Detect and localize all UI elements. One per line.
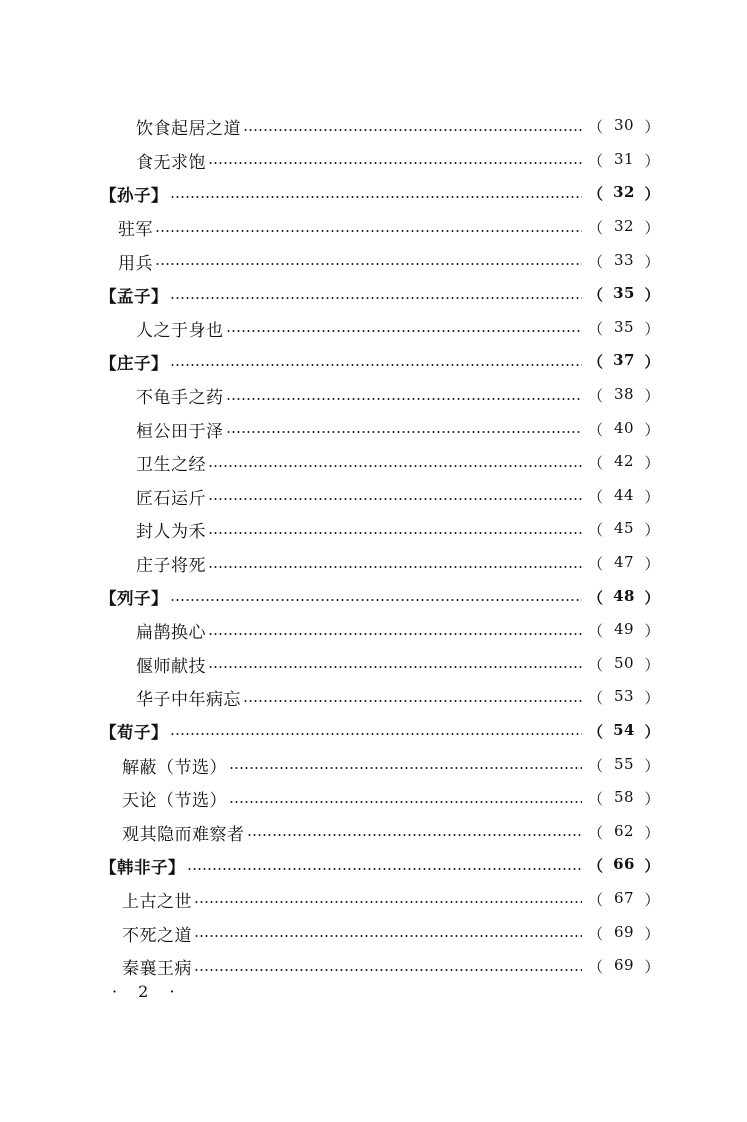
dot-leader: [208, 665, 582, 669]
open-paren: （: [588, 487, 604, 506]
open-paren: （: [588, 655, 604, 674]
toc-entry-title: 【孙子】: [100, 185, 168, 205]
toc-entry-title: 人之于身也: [136, 320, 224, 341]
dot-leader: [208, 531, 582, 535]
open-paren: （: [588, 857, 604, 876]
toc-entry-title: 不死之道: [122, 925, 192, 946]
close-paren: ）: [644, 689, 660, 708]
close-paren: ）: [644, 219, 660, 238]
toc-page-reference: [588, 284, 660, 305]
close-paren: ）: [644, 252, 660, 271]
toc-page-reference: [588, 587, 660, 608]
toc-entry-title: 卫生之经: [136, 455, 206, 476]
open-paren: （: [588, 823, 604, 842]
toc-page-reference: [588, 519, 660, 540]
toc-entry-title: 【孟子】: [100, 286, 168, 306]
dot-leader: [247, 833, 583, 837]
toc-page-reference: [588, 889, 660, 910]
toc-page-reference: [588, 385, 660, 406]
dot-leader: [170, 195, 582, 199]
toc-entry: [100, 815, 660, 849]
toc-page-number: 66: [613, 855, 635, 874]
toc-page-number: 40: [613, 418, 635, 437]
toc-page-number: 32: [613, 183, 635, 202]
toc-entry: [100, 681, 660, 715]
toc-chapter-entry: [100, 849, 660, 883]
toc-chapter-entry: [100, 345, 660, 379]
close-paren: ）: [644, 588, 660, 607]
dot-leader: [187, 867, 582, 871]
toc-page-reference: [588, 788, 660, 809]
close-paren: ）: [644, 286, 660, 305]
toc-entry: [100, 916, 660, 950]
toc-entry: [100, 446, 660, 480]
close-paren: ）: [644, 790, 660, 809]
open-paren: （: [588, 689, 604, 708]
toc-entry-title: 用兵: [118, 253, 153, 274]
dot-leader: [226, 329, 583, 333]
toc-page-number: 53: [613, 687, 635, 706]
close-paren: ）: [644, 890, 660, 909]
close-paren: ）: [644, 487, 660, 506]
close-paren: ）: [644, 722, 660, 741]
toc-page-number: 35: [613, 317, 635, 336]
open-paren: （: [588, 890, 604, 909]
toc-page-reference: [588, 486, 660, 507]
toc-entry-title: 饮食起居之道: [136, 119, 241, 140]
toc-entry-title: 【韩非子】: [100, 857, 185, 877]
toc-entry-title: 驻军: [118, 220, 153, 241]
toc-page-number: 45: [613, 519, 635, 538]
open-paren: （: [588, 454, 604, 473]
toc-entry-title: 【荀子】: [100, 723, 168, 743]
page-number: · 2 ·: [112, 982, 183, 1001]
toc-entry: [100, 379, 660, 413]
dot-leader: [226, 430, 583, 434]
open-paren: （: [588, 185, 604, 204]
toc-chapter-entry: [100, 278, 660, 312]
toc-entry-title: 华子中年病忘: [136, 690, 241, 711]
dot-leader: [226, 397, 583, 401]
toc-page-number: 31: [613, 149, 635, 168]
open-paren: （: [588, 555, 604, 574]
toc-page-reference: [588, 419, 660, 440]
toc-page-number: 48: [613, 586, 635, 605]
toc-entry: [100, 950, 660, 984]
toc-entry-title: 匠石运斤: [136, 488, 206, 509]
toc-page-reference: [588, 956, 660, 977]
dot-leader: [194, 968, 582, 972]
toc-page-reference: [588, 553, 660, 574]
toc-page-number: 67: [613, 888, 635, 907]
close-paren: ）: [644, 655, 660, 674]
toc-entry: [100, 480, 660, 514]
dot-leader: [194, 934, 582, 938]
toc-entry-title: 上古之世: [122, 891, 192, 912]
toc-page-number: 42: [613, 452, 635, 471]
toc-page-reference: [588, 351, 660, 372]
dot-leader: [194, 900, 582, 904]
toc-entry-title: 封人为禾: [136, 522, 206, 543]
dot-leader: [155, 262, 582, 266]
open-paren: （: [588, 958, 604, 977]
dot-leader: [208, 161, 582, 165]
open-paren: （: [588, 319, 604, 338]
dot-leader: [208, 497, 582, 501]
dot-leader: [170, 296, 582, 300]
toc-page-reference: [588, 721, 660, 742]
toc-entry: [100, 244, 660, 278]
open-paren: （: [588, 286, 604, 305]
close-paren: ）: [644, 924, 660, 943]
toc-page-number: 33: [613, 250, 635, 269]
toc-page-reference: [588, 755, 660, 776]
dot-leader: [208, 565, 582, 569]
dot-leader: [155, 229, 582, 233]
close-paren: ）: [644, 151, 660, 170]
close-paren: ）: [644, 555, 660, 574]
close-paren: ）: [644, 823, 660, 842]
close-paren: ）: [644, 185, 660, 204]
dot-leader: [208, 632, 582, 636]
close-paren: ）: [644, 857, 660, 876]
toc-chapter-entry: [100, 715, 660, 749]
open-paren: （: [588, 252, 604, 271]
toc-page-reference: [588, 654, 660, 675]
toc-entry-title: 解蔽（节选）: [122, 757, 227, 778]
close-paren: ）: [644, 420, 660, 439]
toc-entry-title: 桓公田于泽: [136, 421, 224, 442]
toc-page-reference: [588, 217, 660, 238]
toc-entry-title: 不龟手之药: [136, 388, 224, 409]
close-paren: ）: [644, 387, 660, 406]
toc-page-number: 44: [613, 485, 635, 504]
dot-leader: [229, 766, 582, 770]
toc-page-reference: [588, 923, 660, 944]
toc-entry: [100, 144, 660, 178]
toc-entry: [100, 614, 660, 648]
toc-page-number: 38: [613, 385, 635, 404]
dot-leader: [170, 363, 582, 367]
close-paren: ）: [644, 622, 660, 641]
toc-page-reference: [588, 620, 660, 641]
toc-page-reference: [588, 855, 660, 876]
toc-entry-title: 【列子】: [100, 589, 168, 609]
dot-leader: [170, 732, 582, 736]
toc-page-reference: [588, 183, 660, 204]
open-paren: （: [588, 588, 604, 607]
toc-page-number: 58: [613, 788, 635, 807]
dot-leader: [243, 699, 582, 703]
open-paren: （: [588, 387, 604, 406]
open-paren: （: [588, 353, 604, 372]
close-paren: ）: [644, 454, 660, 473]
open-paren: （: [588, 722, 604, 741]
toc-page-number: 62: [613, 821, 635, 840]
toc-page-number: 69: [613, 956, 635, 975]
open-paren: （: [588, 622, 604, 641]
toc-entry-title: 扁鹊换心: [136, 623, 206, 644]
toc-entry: [100, 782, 660, 816]
open-paren: （: [588, 118, 604, 137]
toc-entry-title: 观其隐而难察者: [122, 824, 245, 845]
close-paren: ）: [644, 958, 660, 977]
close-paren: ）: [644, 118, 660, 137]
open-paren: （: [588, 756, 604, 775]
toc-entry: [100, 547, 660, 581]
close-paren: ）: [644, 756, 660, 775]
toc-page-number: 30: [613, 116, 635, 135]
open-paren: （: [588, 151, 604, 170]
toc-entry: [100, 648, 660, 682]
open-paren: （: [588, 790, 604, 809]
open-paren: （: [588, 219, 604, 238]
open-paren: （: [588, 521, 604, 540]
toc-entry: [100, 748, 660, 782]
open-paren: （: [588, 420, 604, 439]
toc-page-reference: [588, 150, 660, 171]
close-paren: ）: [644, 319, 660, 338]
toc-page-number: 37: [613, 351, 635, 370]
toc-chapter-entry: [100, 177, 660, 211]
toc-page-number: 50: [613, 653, 635, 672]
dot-leader: [229, 800, 582, 804]
toc-entry: [100, 211, 660, 245]
toc-page-number: 49: [613, 620, 635, 639]
toc-page-number: 35: [613, 284, 635, 303]
dot-leader: [208, 464, 582, 468]
toc-page-reference: [588, 251, 660, 272]
toc-entry: [100, 312, 660, 346]
open-paren: （: [588, 924, 604, 943]
close-paren: ）: [644, 521, 660, 540]
toc-page-number: 69: [613, 922, 635, 941]
toc-chapter-entry: [100, 580, 660, 614]
toc-page-number: 55: [613, 754, 635, 773]
close-paren: ）: [644, 353, 660, 372]
toc-entry-title: 食无求饱: [136, 152, 206, 173]
toc-entry-title: 秦襄王病: [122, 959, 192, 980]
toc-page-reference: [588, 452, 660, 473]
toc-entry: [100, 412, 660, 446]
table-of-contents: [100, 110, 660, 983]
dot-leader: [243, 128, 582, 132]
toc-entry: [100, 513, 660, 547]
toc-page-reference: [588, 822, 660, 843]
toc-entry-title: 【庄子】: [100, 353, 168, 373]
toc-entry: [100, 110, 660, 144]
toc-page-reference: [588, 116, 660, 137]
toc-page-reference: [588, 687, 660, 708]
toc-page-number: 47: [613, 553, 635, 572]
toc-entry-title: 偃师献技: [136, 656, 206, 677]
toc-entry-title: 天论（节选）: [122, 791, 227, 812]
toc-page-number: 32: [613, 217, 635, 236]
toc-page-number: 54: [613, 720, 635, 739]
toc-page-reference: [588, 318, 660, 339]
toc-entry-title: 庄子将死: [136, 556, 206, 577]
toc-entry: [100, 883, 660, 917]
dot-leader: [170, 598, 582, 602]
